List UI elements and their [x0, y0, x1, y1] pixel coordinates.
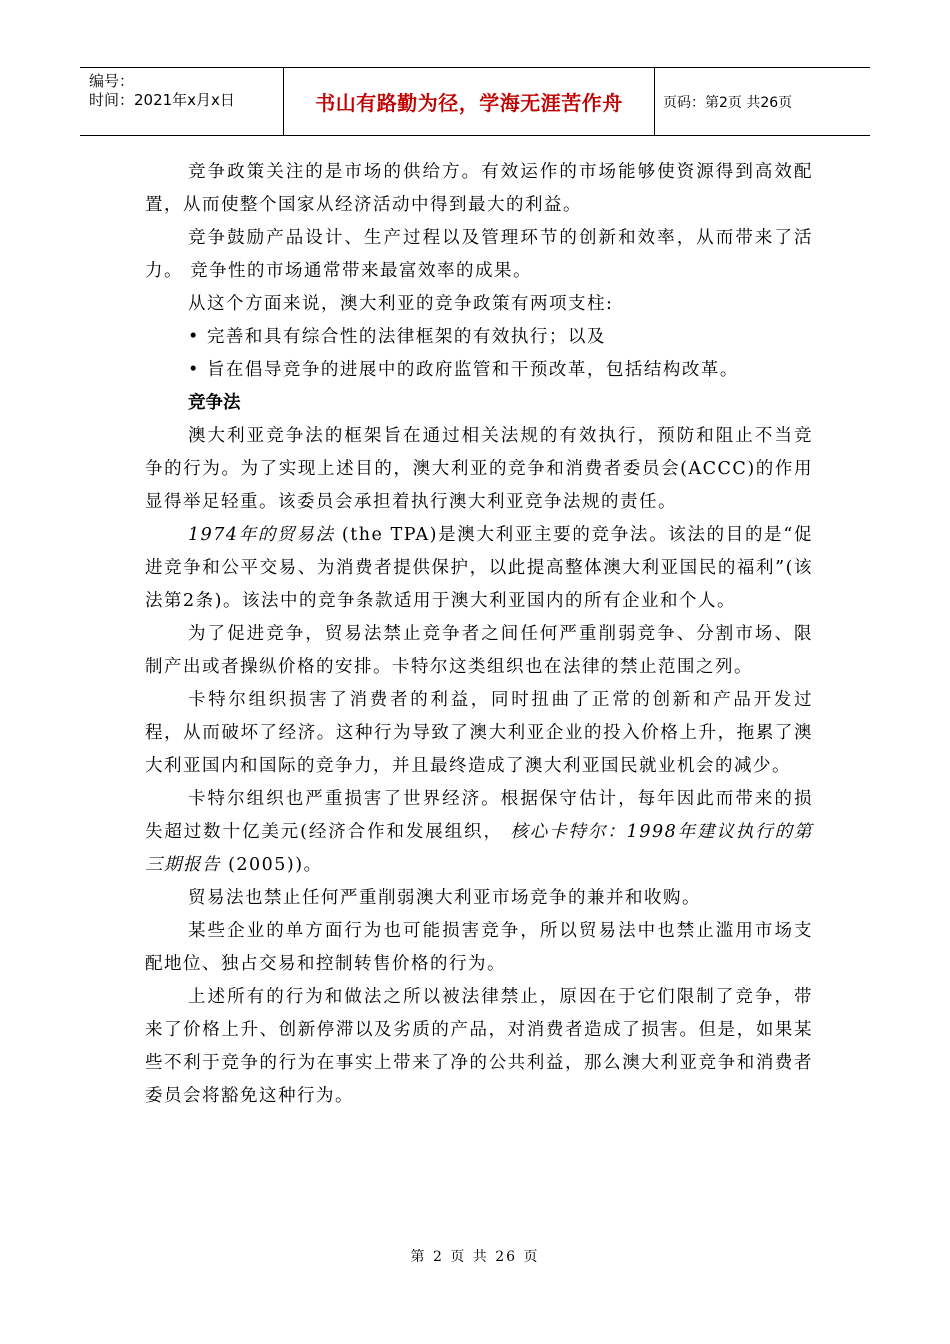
paragraph: 澳大利亚竞争法的框架旨在通过相关法规的有效执行，预防和阻止不当竞争的行为。为了实现上述目的，澳大利亚的竞争和消费者委员会(ACCC)的作用显得举足轻重。该委员会承担着执行澳大利亚竞争法规的责任。: [145, 426, 813, 512]
paragraph: 为了促进竞争，贸易法禁止竞争者之间任何严重削弱竞争、分割市场、限制产出或者操纵价格的安排。卡特尔这类组织也在法律的禁止范围之列。: [145, 624, 813, 677]
date-label: 时间：2021年x月x日: [89, 91, 235, 109]
header-motto: 书山有路勤为径，学海无涯苦作舟: [283, 68, 655, 135]
paragraph: 卡特尔组织损害了消费者的利益，同时扭曲了正常的创新和产品开发过程，从而破坏了经济。这种行为导致了澳大利亚企业的投入价格上升，拖累了澳大利亚国内和国际的竞争力，并且最终造成了澳大利亚国民就业机会的减少。: [145, 690, 813, 776]
section-heading: 竞争法: [188, 393, 241, 413]
paragraph: 贸易法也禁止任何严重削弱澳大利亚市场竞争的兼并和收购。: [188, 888, 701, 908]
bullet-item: • 完善和具有综合性的法律框架的有效执行；以及: [188, 327, 606, 347]
paragraph: 某些企业的单方面行为也可能损害竞争，所以贸易法中也禁止滥用市场支配地位、独占交易和控制转售价格的行为。: [145, 921, 813, 974]
report-title: 核心卡特尔：1998年建议执行的第三期报告: [145, 822, 813, 875]
paragraph: 竞争政策关注的是市场的供给方。有效运作的市场能够使资源得到高效配置，从而使整个国家从经济活动中得到最大的利益。: [145, 162, 813, 215]
header-meta: [80, 68, 283, 135]
paragraph-text: (2005))。: [221, 855, 323, 875]
header-page-label: 页码：第2页 共26页: [663, 94, 793, 111]
code-label: 编号：: [89, 72, 135, 90]
paragraph: 竞争鼓励产品设计、生产过程以及管理环节的创新和效率，从而带来了活力。 竞争性的市场通常带来最富效率的成果。: [145, 228, 813, 281]
paragraph-text: 卡特尔组织也严重损害了世界经济。根据保守估计，每年因此而带来的损失超过数十亿美元(经济合作和发展组织，: [145, 789, 813, 842]
paragraph: 从这个方面来说，澳大利亚的竞争政策有两项支柱:: [188, 294, 614, 314]
page-footer: 第 2 页 共 26 页: [410, 1249, 540, 1265]
law-title: 1974年的贸易法: [188, 525, 335, 545]
bullet-item: • 旨在倡导竞争的进展中的政府监管和干预改革，包括结构改革。: [188, 360, 739, 380]
paragraph: 上述所有的行为和做法之所以被法律禁止，原因在于它们限制了竞争，带来了价格上升、创新停滞以及劣质的产品，对消费者造成了损害。但是，如果某些不利于竞争的行为在事实上带来了净的公共利益，那么澳大利亚竞争和消费者委员会将豁免这种行为。: [145, 987, 813, 1106]
document-body: [145, 156, 813, 1113]
paragraph: [145, 783, 813, 882]
paragraph: [145, 519, 813, 618]
page-header: [80, 67, 870, 136]
paragraph-text: (the TPA)是澳大利亚主要的竞争法。该法的目的是“促进竞争和公平交易、为消费者提供保护，以此提高整体澳大利亚国民的福利”(该法第2条)。该法中的竞争条款适用于澳大利亚国内的所有企业和个人。: [145, 525, 813, 611]
